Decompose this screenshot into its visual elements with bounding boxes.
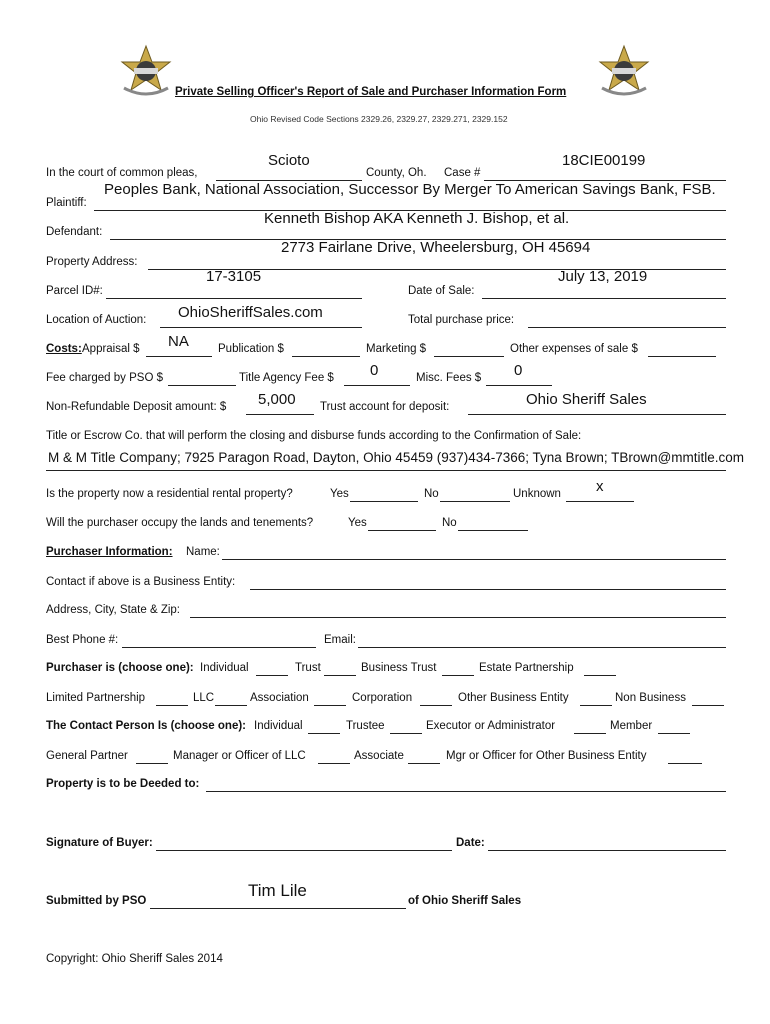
property-address-label: Property Address: bbox=[46, 256, 138, 268]
occupy-yes-label: Yes bbox=[348, 517, 367, 529]
purchaser-type-non-business: Non Business bbox=[615, 692, 686, 704]
title-agency-fee-field[interactable]: 0 bbox=[370, 362, 379, 379]
contact-type-mgr-other-field[interactable] bbox=[668, 763, 702, 764]
rental-question: Is the property now a residential rental property? bbox=[46, 488, 293, 500]
contact-type-manager-llc: Manager or Officer of LLC bbox=[173, 750, 306, 762]
other-expenses-line bbox=[648, 356, 716, 357]
trust-account-label: Trust account for deposit: bbox=[320, 401, 450, 413]
contact-type-manager-llc-field[interactable] bbox=[318, 763, 350, 764]
total-price-label: Total purchase price: bbox=[408, 314, 515, 326]
marketing-label: Marketing $ bbox=[366, 343, 427, 355]
deeded-to-label: Property is to be Deeded to: bbox=[46, 778, 200, 790]
county-suffix: County, Oh. bbox=[366, 167, 427, 179]
title-escrow-field[interactable]: M & M Title Company; 7925 Paragon Road, Dayton, Ohio 45459 (937)434-7366; Tyna Brown; TBrown@mmtitle.com bbox=[48, 450, 745, 465]
purchaser-type-estate-partnership-field[interactable] bbox=[584, 675, 616, 676]
publication-line bbox=[292, 356, 360, 357]
appraisal-label: Appraisal $ bbox=[82, 343, 140, 355]
purchaser-name-field[interactable] bbox=[222, 559, 726, 560]
purchaser-type-trust-field[interactable] bbox=[324, 675, 356, 676]
title-agency-fee-line bbox=[344, 385, 410, 386]
trust-account-line bbox=[468, 414, 726, 415]
purchaser-type-trust: Trust bbox=[295, 662, 321, 674]
submitted-line bbox=[150, 908, 406, 909]
contact-type-heading: The Contact Person Is (choose one): bbox=[46, 720, 246, 732]
contact-type-associate: Associate bbox=[354, 750, 404, 762]
rental-unknown-mark[interactable]: x bbox=[596, 478, 604, 495]
publication-label: Publication $ bbox=[218, 343, 284, 355]
contact-type-mgr-other: Mgr or Officer for Other Business Entity bbox=[446, 750, 647, 762]
defendant-field[interactable]: Kenneth Bishop AKA Kenneth J. Bishop, et al. bbox=[264, 210, 570, 227]
other-expenses-label: Other expenses of sale $ bbox=[510, 343, 638, 355]
pso-fee-line bbox=[168, 385, 236, 386]
purchaser-type-individual-field[interactable] bbox=[256, 675, 288, 676]
submitted-by-field[interactable]: Tim Lile bbox=[248, 881, 307, 900]
email-field[interactable] bbox=[358, 647, 726, 648]
purchaser-type-heading: Purchaser is (choose one): bbox=[46, 662, 194, 674]
deposit-field[interactable]: 5,000 bbox=[258, 391, 296, 408]
location-field[interactable]: OhioSheriffSales.com bbox=[178, 304, 323, 321]
plaintiff-label: Plaintiff: bbox=[46, 197, 87, 209]
signature-field[interactable] bbox=[156, 850, 452, 851]
occupy-yes-field[interactable] bbox=[368, 530, 436, 531]
purchaser-type-estate-partnership: Estate Partnership bbox=[479, 662, 574, 674]
occupy-no-field[interactable] bbox=[458, 530, 528, 531]
rental-unknown-label: Unknown bbox=[513, 488, 561, 500]
contact-type-trustee: Trustee bbox=[346, 720, 385, 732]
form-title: Private Selling Officer's Report of Sale and Purchaser Information Form bbox=[175, 86, 567, 98]
parcel-line bbox=[106, 298, 362, 299]
total-price-line bbox=[528, 327, 726, 328]
purchaser-type-llc: LLC bbox=[193, 692, 215, 704]
contact-type-general-partner-field[interactable] bbox=[136, 763, 168, 764]
title-escrow-line bbox=[46, 470, 726, 471]
misc-fees-line bbox=[486, 385, 552, 386]
contact-type-individual-field[interactable] bbox=[308, 733, 340, 734]
date-of-sale-field[interactable]: July 13, 2019 bbox=[558, 268, 648, 285]
purchaser-type-association-field[interactable] bbox=[314, 705, 346, 706]
court-prefix: In the court of common pleas, bbox=[46, 167, 198, 179]
purchaser-type-business-trust-field[interactable] bbox=[442, 675, 474, 676]
business-contact-field[interactable] bbox=[250, 589, 726, 590]
purchaser-name-label: Name: bbox=[186, 546, 220, 558]
submitted-label: Submitted by PSO bbox=[46, 895, 147, 907]
case-label: Case # bbox=[444, 167, 481, 179]
phone-field[interactable] bbox=[122, 647, 316, 648]
contact-type-associate-field[interactable] bbox=[408, 763, 440, 764]
occupy-no-label: No bbox=[442, 517, 457, 529]
deposit-label: Non-Refundable Deposit amount: $ bbox=[46, 401, 227, 413]
contact-type-member: Member bbox=[610, 720, 653, 732]
sheriff-star-badge-icon bbox=[596, 44, 652, 100]
rental-yes-label: Yes bbox=[330, 488, 349, 500]
defendant-label: Defendant: bbox=[46, 226, 103, 238]
deposit-line bbox=[246, 414, 314, 415]
purchaser-type-limited-partnership: Limited Partnership bbox=[46, 692, 146, 704]
contact-type-member-field[interactable] bbox=[658, 733, 690, 734]
email-label: Email: bbox=[324, 634, 356, 646]
rental-yes-field[interactable] bbox=[350, 501, 418, 502]
rental-no-label: No bbox=[424, 488, 439, 500]
purchaser-type-non-business-field[interactable] bbox=[692, 705, 724, 706]
contact-type-trustee-field[interactable] bbox=[390, 733, 422, 734]
purchaser-type-limited-partnership-field[interactable] bbox=[156, 705, 188, 706]
rental-unknown-field[interactable] bbox=[566, 501, 634, 502]
submitted-suffix: of Ohio Sheriff Sales bbox=[408, 895, 522, 907]
purchaser-type-business-trust: Business Trust bbox=[361, 662, 437, 674]
contact-type-individual: Individual bbox=[254, 720, 303, 732]
appraisal-line bbox=[146, 356, 212, 357]
purchaser-type-corporation-field[interactable] bbox=[420, 705, 452, 706]
misc-fees-field[interactable]: 0 bbox=[514, 362, 523, 379]
purchaser-info-heading: Purchaser Information: bbox=[46, 546, 173, 558]
purchaser-type-individual: Individual bbox=[200, 662, 249, 674]
deeded-to-field[interactable] bbox=[206, 791, 726, 792]
title-escrow-label: Title or Escrow Co. that will perform the closing and disburse funds according to the Confirmation of Sale: bbox=[46, 430, 582, 442]
plaintiff-field[interactable]: Peoples Bank, National Association, Successor By Merger To American Savings Bank, FSB. bbox=[104, 181, 716, 198]
parcel-field[interactable]: 17-3105 bbox=[206, 268, 262, 285]
parcel-label: Parcel ID#: bbox=[46, 285, 103, 297]
purchaser-type-other-business-field[interactable] bbox=[580, 705, 612, 706]
location-label: Location of Auction: bbox=[46, 314, 147, 326]
purchaser-type-corporation: Corporation bbox=[352, 692, 413, 704]
case-field[interactable]: 18CIE00199 bbox=[562, 152, 646, 169]
marketing-line bbox=[434, 356, 504, 357]
signature-label: Signature of Buyer: bbox=[46, 837, 153, 849]
sheriff-star-badge-icon bbox=[118, 44, 174, 100]
appraisal-field[interactable]: NA bbox=[168, 333, 189, 350]
signature-date-label: Date: bbox=[456, 837, 485, 849]
contact-type-general-partner: General Partner bbox=[46, 750, 128, 762]
business-contact-label: Contact if above is a Business Entity: bbox=[46, 576, 236, 588]
copyright: Copyright: Ohio Sheriff Sales 2014 bbox=[46, 953, 223, 965]
property-address-field[interactable]: 2773 Fairlane Drive, Wheelersburg, OH 45694 bbox=[281, 239, 591, 256]
purchaser-type-association: Association bbox=[250, 692, 309, 704]
title-agency-fee-label: Title Agency Fee $ bbox=[239, 372, 334, 384]
contact-type-executor-field[interactable] bbox=[574, 733, 606, 734]
date-of-sale-line bbox=[482, 298, 726, 299]
purchaser-type-other-business: Other Business Entity bbox=[458, 692, 569, 704]
date-of-sale-label: Date of Sale: bbox=[408, 285, 475, 297]
contact-type-executor: Executor or Administrator bbox=[426, 720, 556, 732]
signature-date-field[interactable] bbox=[488, 850, 726, 851]
address-label: Address, City, State & Zip: bbox=[46, 604, 181, 616]
occupy-question: Will the purchaser occupy the lands and tenements? bbox=[46, 517, 314, 529]
costs-heading: Costs: bbox=[46, 343, 82, 355]
county-field[interactable]: Scioto bbox=[268, 152, 310, 169]
pso-fee-label: Fee charged by PSO $ bbox=[46, 372, 163, 384]
trust-account-field[interactable]: Ohio Sheriff Sales bbox=[526, 391, 647, 408]
form-subtitle: Ohio Revised Code Sections 2329.26, 2329.27, 2329.271, 2329.152 bbox=[250, 114, 508, 124]
rental-no-field[interactable] bbox=[440, 501, 510, 502]
phone-label: Best Phone #: bbox=[46, 634, 119, 646]
misc-fees-label: Misc. Fees $ bbox=[416, 372, 482, 384]
location-line bbox=[160, 327, 362, 328]
address-field[interactable] bbox=[190, 617, 726, 618]
purchaser-type-llc-field[interactable] bbox=[215, 705, 247, 706]
